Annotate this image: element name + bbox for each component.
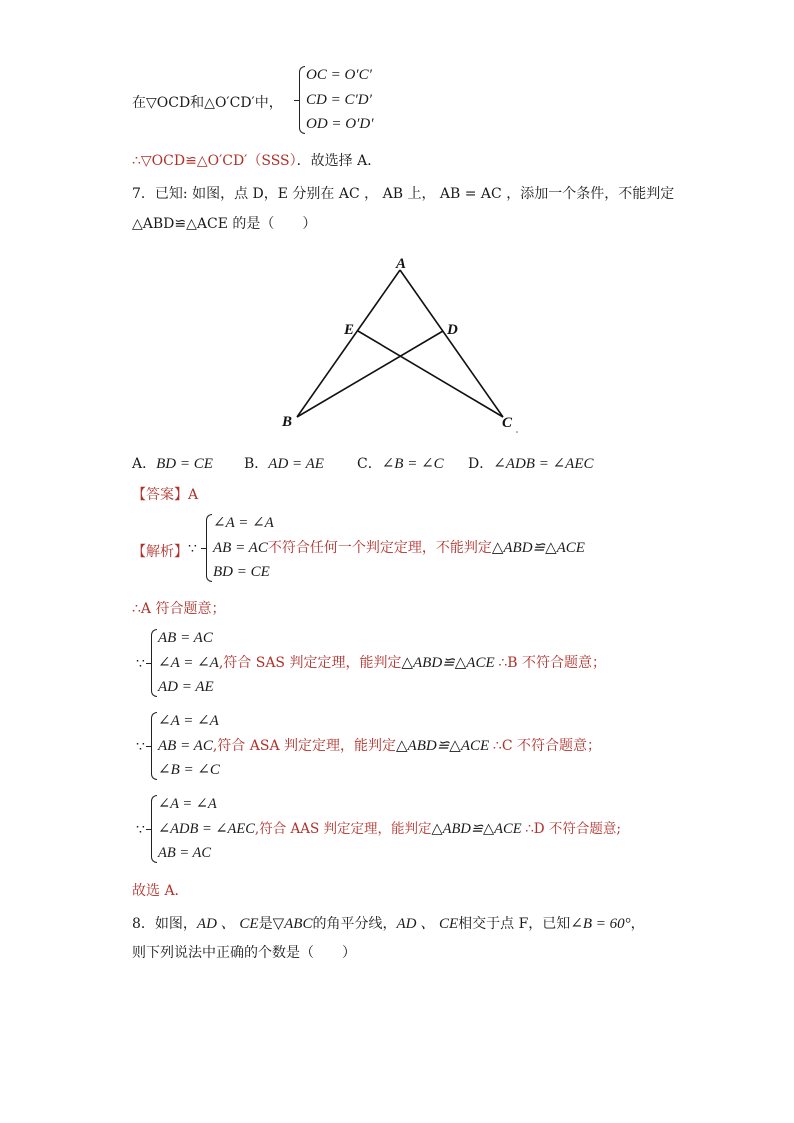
case-c-eq-2: AB = AC,符合 ASA 判定定理，能判定△ABD≌△ACE ∴C 不符合题意；: [158, 737, 601, 754]
case-d-brace: [151, 795, 157, 863]
q7-option-a: [132, 453, 213, 473]
q8-expr-1: AD 、 CE: [196, 916, 259, 932]
option-d-expr: ∠ADB = ∠AEC: [493, 456, 594, 472]
case-c-result: ∴C 不符合题意；: [492, 737, 601, 754]
segment-ab: [297, 270, 400, 417]
analysis-congruence: △ABD≌△ACE: [491, 539, 585, 556]
intro-lead: 在▽OCD和△O′CD′中，: [132, 95, 283, 111]
case-c-note: ,符合 ASA 判定定理，能判定: [212, 737, 397, 754]
segment-ac: [400, 270, 503, 417]
case-b-eq-2: ∠A = ∠A,符合 SAS 判定定理，能判定△ABD≌△ACE ∴B 不符合题意；: [158, 654, 607, 671]
option-d-key: D．: [468, 456, 494, 472]
case-b-result: ∴B 不符合题意；: [498, 654, 607, 671]
intro-eq-2: CD = C′D′: [306, 91, 372, 108]
q6-conclusion-tail: ．故选择 A．: [296, 153, 382, 169]
answer-label: 【答案】: [132, 487, 188, 503]
case-d-eq-3: AB = AC: [158, 845, 212, 861]
case-c-because: ∵: [136, 739, 145, 755]
case-c-congruence: △ABD≌△ACE: [396, 737, 490, 754]
analysis-brace: [206, 514, 212, 582]
analysis-label: 【解析】: [132, 544, 188, 560]
label-a: A: [396, 256, 407, 272]
analysis-after: ∴A 符合题意；: [132, 601, 226, 617]
case-c-brace: [151, 712, 157, 780]
q8-expr-3: AD 、 CE: [396, 916, 459, 932]
option-b-key: B．: [244, 456, 269, 472]
case-c-eq-3: ∠B = ∠C: [158, 762, 220, 778]
analysis-because: ∵: [188, 541, 197, 557]
analysis-system: [213, 511, 585, 585]
q8-expr-4: ∠B = 60°: [570, 916, 631, 932]
case-d-congruence: △ABD≌△ACE: [431, 820, 522, 837]
case-b-congruence: △ABD≌△ACE: [401, 654, 495, 671]
case-c-eq-1: ∠A = ∠A: [158, 713, 219, 729]
case-b-system: [158, 626, 606, 700]
q8-expr-2: ▽ABC: [272, 916, 313, 932]
case-d-note: ,符合 AAS 判定定理，能判定: [254, 820, 432, 837]
case-d-result: ∴D 不符合题意;: [525, 820, 621, 837]
q8-line1: 8．如图，AD 、 CE是▽ABC的角平分线，AD 、 CE相交于点 F，已知∠B = 60°，: [132, 916, 645, 932]
q7-option-c: [357, 453, 444, 473]
case-b-eq-1: AB = AC: [158, 630, 213, 646]
option-a-expr: BD = CE: [156, 456, 213, 472]
intro-system: [306, 63, 374, 137]
segment-bd: [297, 331, 443, 417]
label-d: D: [447, 322, 458, 338]
label-c: C: [502, 415, 513, 431]
q7-option-b: [244, 453, 324, 473]
case-c-system: [158, 709, 601, 783]
segment-ce: [358, 331, 503, 417]
option-c-expr: ∠B = ∠C: [381, 456, 444, 472]
case-d-because: ∵: [136, 822, 145, 838]
intro-eq-1: OC = O′C′: [306, 67, 372, 83]
case-b-note: ,符合 SAS 判定定理，能判定: [218, 654, 402, 671]
answer-value: A: [188, 487, 199, 503]
q7-line1: 7．已知: 如图，点 D，E 分别在 AC ， AB 上， AB = AC ，添加一个条件，不能判定: [132, 186, 675, 202]
option-c-key: C．: [357, 456, 382, 472]
case-b-eq-3: AD = AE: [158, 679, 214, 695]
q7-option-d: [468, 453, 593, 473]
option-a-key: A．: [132, 456, 157, 472]
case-b-because: ∵: [136, 656, 145, 672]
q7-figure: [270, 250, 530, 435]
analysis-eq-1: ∠A = ∠A: [213, 515, 274, 531]
analysis-eq-2: AB = AC不符合任何一个判定定理，不能判定△ABD≌△ACE: [213, 539, 585, 556]
q8-line2: 则下列说法中正确的个数是（ ）: [132, 945, 356, 961]
q6-conclusion-text: ∴▽OCD≌△O′CD′（SSS）: [132, 153, 297, 169]
q7-final: 故选 A．: [132, 883, 189, 899]
label-b: B: [282, 414, 293, 430]
analysis-eq-3: BD = CE: [213, 564, 270, 580]
stray-dot: [516, 431, 518, 433]
q6-conclusion: [132, 150, 381, 170]
case-d-system: [158, 792, 621, 866]
case-b-brace: [151, 629, 157, 697]
case-d-eq-2: ∠ADB = ∠AEC,符合 AAS 判定定理，能判定△ABD≌△ACE ∴D 不符合题意;: [158, 820, 621, 837]
intro-brace: [299, 66, 305, 134]
intro-eq-3: OD = O′D′: [306, 116, 374, 132]
option-b-expr: AD = AE: [268, 456, 324, 472]
analysis-note: 不符合任何一个判定定理，不能判定: [267, 539, 492, 556]
q7-line2: △ABD≌△ACE 的是（ ）: [132, 216, 317, 232]
answer: [132, 484, 198, 504]
label-e: E: [344, 322, 355, 338]
case-d-eq-1: ∠A = ∠A: [158, 796, 217, 812]
